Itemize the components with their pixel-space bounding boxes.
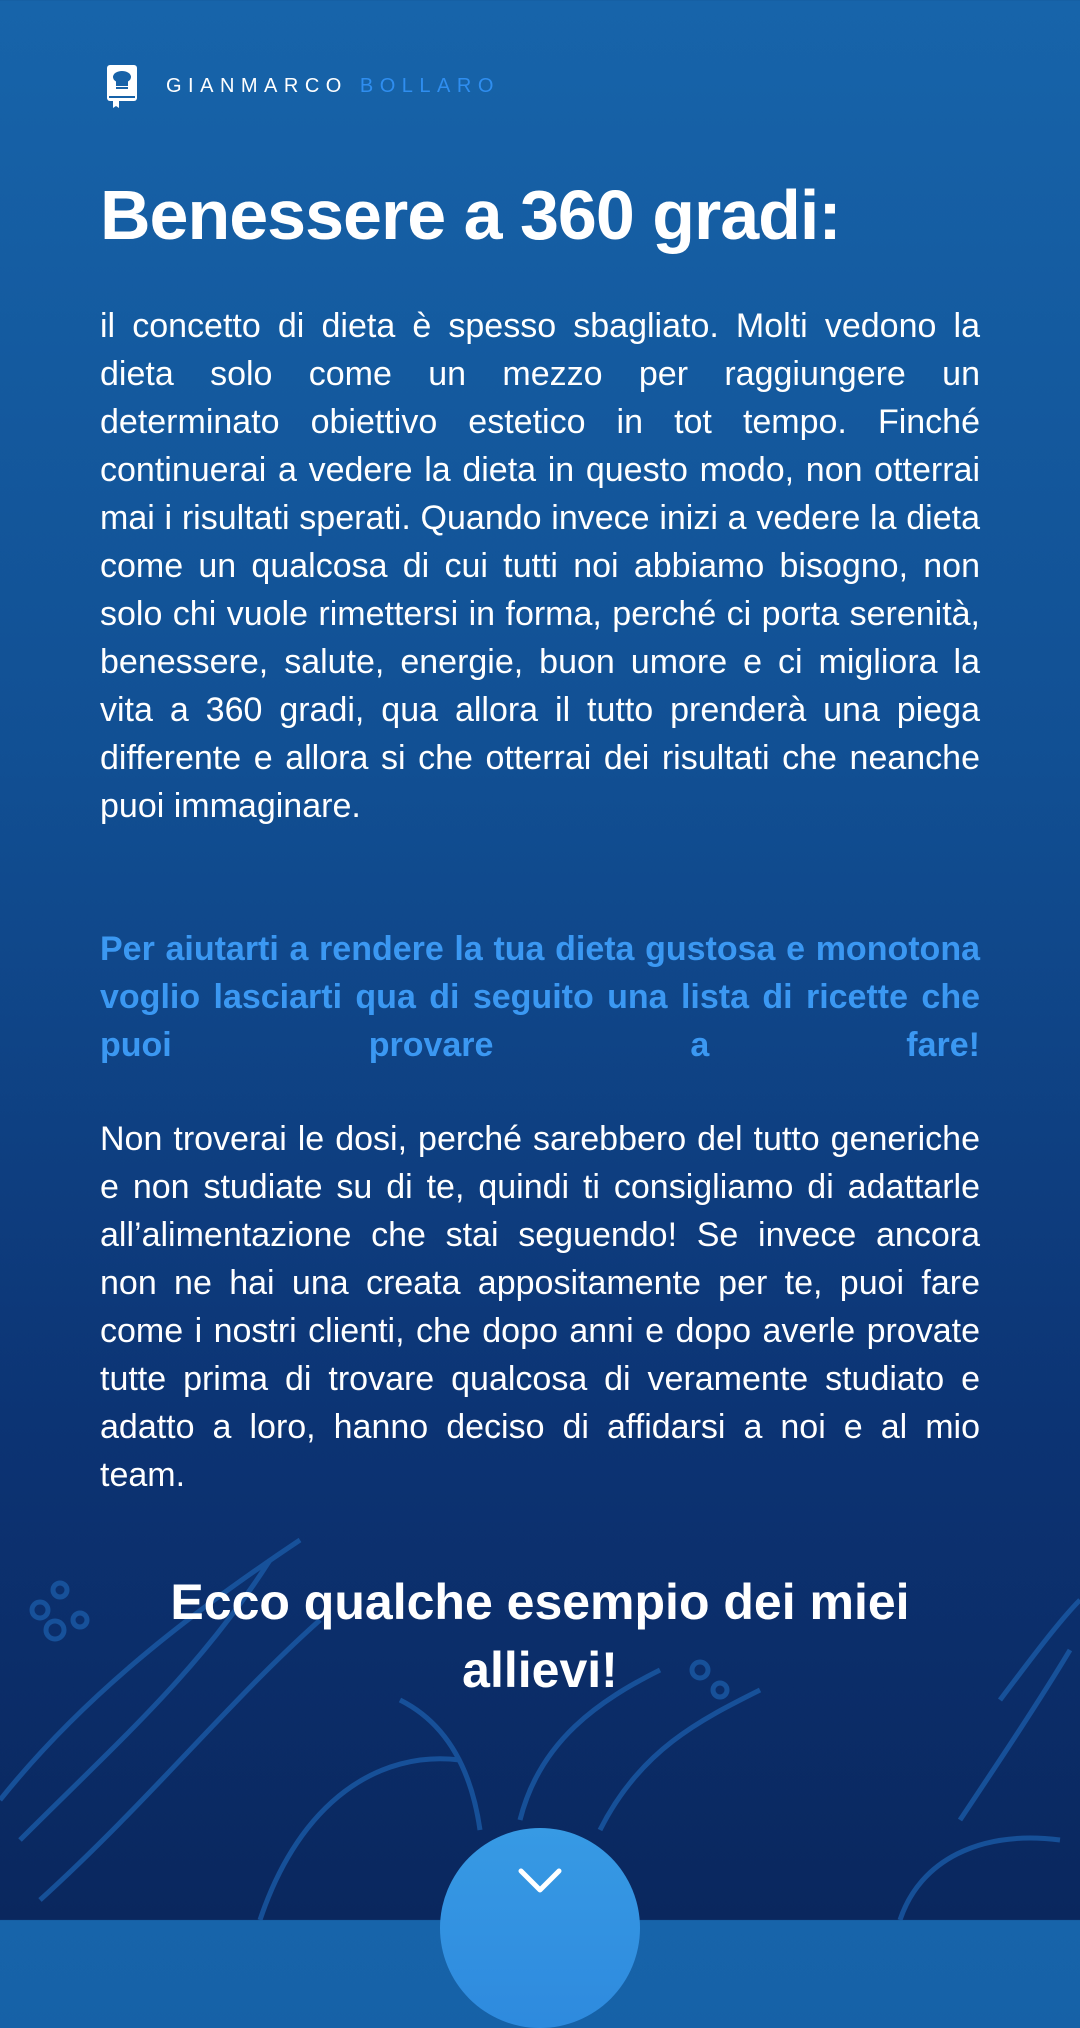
chevron-down-icon xyxy=(518,1868,562,1894)
section-heading: Ecco qualche esempio dei miei allievi! xyxy=(170,1574,910,1698)
brand-first-name: GIANMARCO xyxy=(166,74,348,97)
intro-paragraph: il concetto di dieta è spesso sbagliato. Molti vedono la dieta solo come un mezzo per raggiungere un determinato obiettivo estetico in tot tempo. Finché continuerai a vedere la dieta in questo modo, non otterrai mai i risultati sperati. Quando invece inizi a vedere la dieta come un qualcosa di cui tutti noi abbiamo bisogno, non solo chi vuole rimettersi in forma, perché ci porta serenità, benessere, salute, energie, buon umore e ci migliora la vita a 360 gradi, qua allora il tutto prenderà una piega differente e allora si che otterrai dei risultati che neanche puoi immaginare. xyxy=(100,307,980,825)
brand-logo[interactable] xyxy=(106,64,500,108)
scroll-down-button[interactable] xyxy=(440,1828,640,2028)
highlight-paragraph: Per aiutarti a rendere la tua dieta gustosa e monotona voglio lasciarti qua di seguito una lista di ricette che puoi provare a fare! xyxy=(100,930,980,1064)
chef-book-icon xyxy=(106,64,138,108)
brand-last-name: BOLLARO xyxy=(359,74,500,97)
brand-name xyxy=(166,75,500,98)
note-paragraph: Non troverai le dosi, perché sarebbero del tutto generiche e non studiate su di te, quindi ti consigliamo di adattarle all’alimentazione che stai seguendo! Se invece ancora non ne hai una creata appositamente per te, puoi fare come i nostri clienti, che dopo anni e dopo averle provate tutte prima di trovare qualcosa di veramente studiato e adatto a loro, hanno deciso di affidarsi a noi e al mio team. xyxy=(100,1120,980,1494)
page-title: Benessere a 360 gradi: xyxy=(100,176,841,254)
